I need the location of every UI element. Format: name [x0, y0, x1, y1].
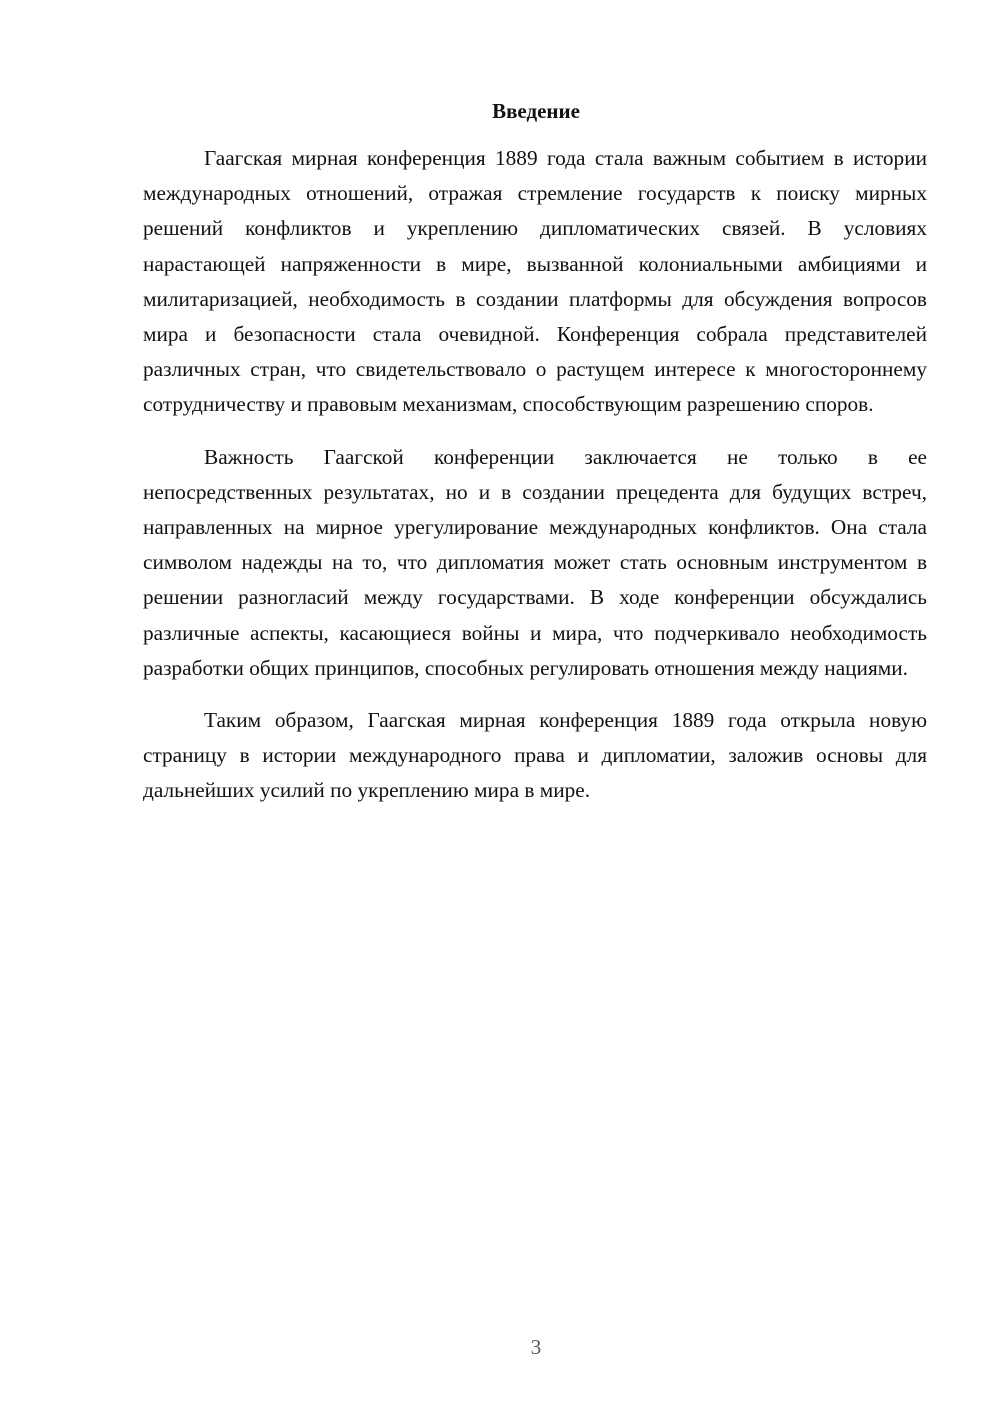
- body-text: [143, 141, 927, 826]
- paragraph-1: Гаагская мирная конференция 1889 года стала важным событием в истории международных отношений, отражая стремление государств к поиску мирных решений конфликтов и укреплению дипломатических связей. В условиях нарастающей напряженности в мире, вызванной колониальными амбициями и милитаризацией, необходимость в создании платформы для обсуждения вопросов мира и безопасности стала очевидной. Конференция собрала представителей различных стран, что свидетельствовало о растущем интересе к многостороннему сотрудничеству и правовым механизмам, способствующим разрешению споров.: [143, 146, 927, 417]
- page-title: Введение: [492, 99, 580, 123]
- page-number: 3: [530, 1335, 542, 1359]
- paragraph-3: Таким образом, Гаагская мирная конференция 1889 года открыла новую страницу в истории международного права и дипломатии, заложив основы для дальнейших усилий по укреплению мира в мире.: [143, 708, 927, 803]
- paragraph-2: Важность Гаагской конференции заключается не только в ее непосредственных результатах, но и в создании прецедента для будущих встреч, направленных на мирное урегулирование международных конфликтов. Она стала символом надежды на то, что дипломатия может стать основным инструментом в решении разногласий между государствами. В ходе конференции обсуждались различные аспекты, касающиеся войны и мира, что подчеркивало необходимость разработки общих принципов, способных регулировать отношения между нациями.: [143, 444, 927, 680]
